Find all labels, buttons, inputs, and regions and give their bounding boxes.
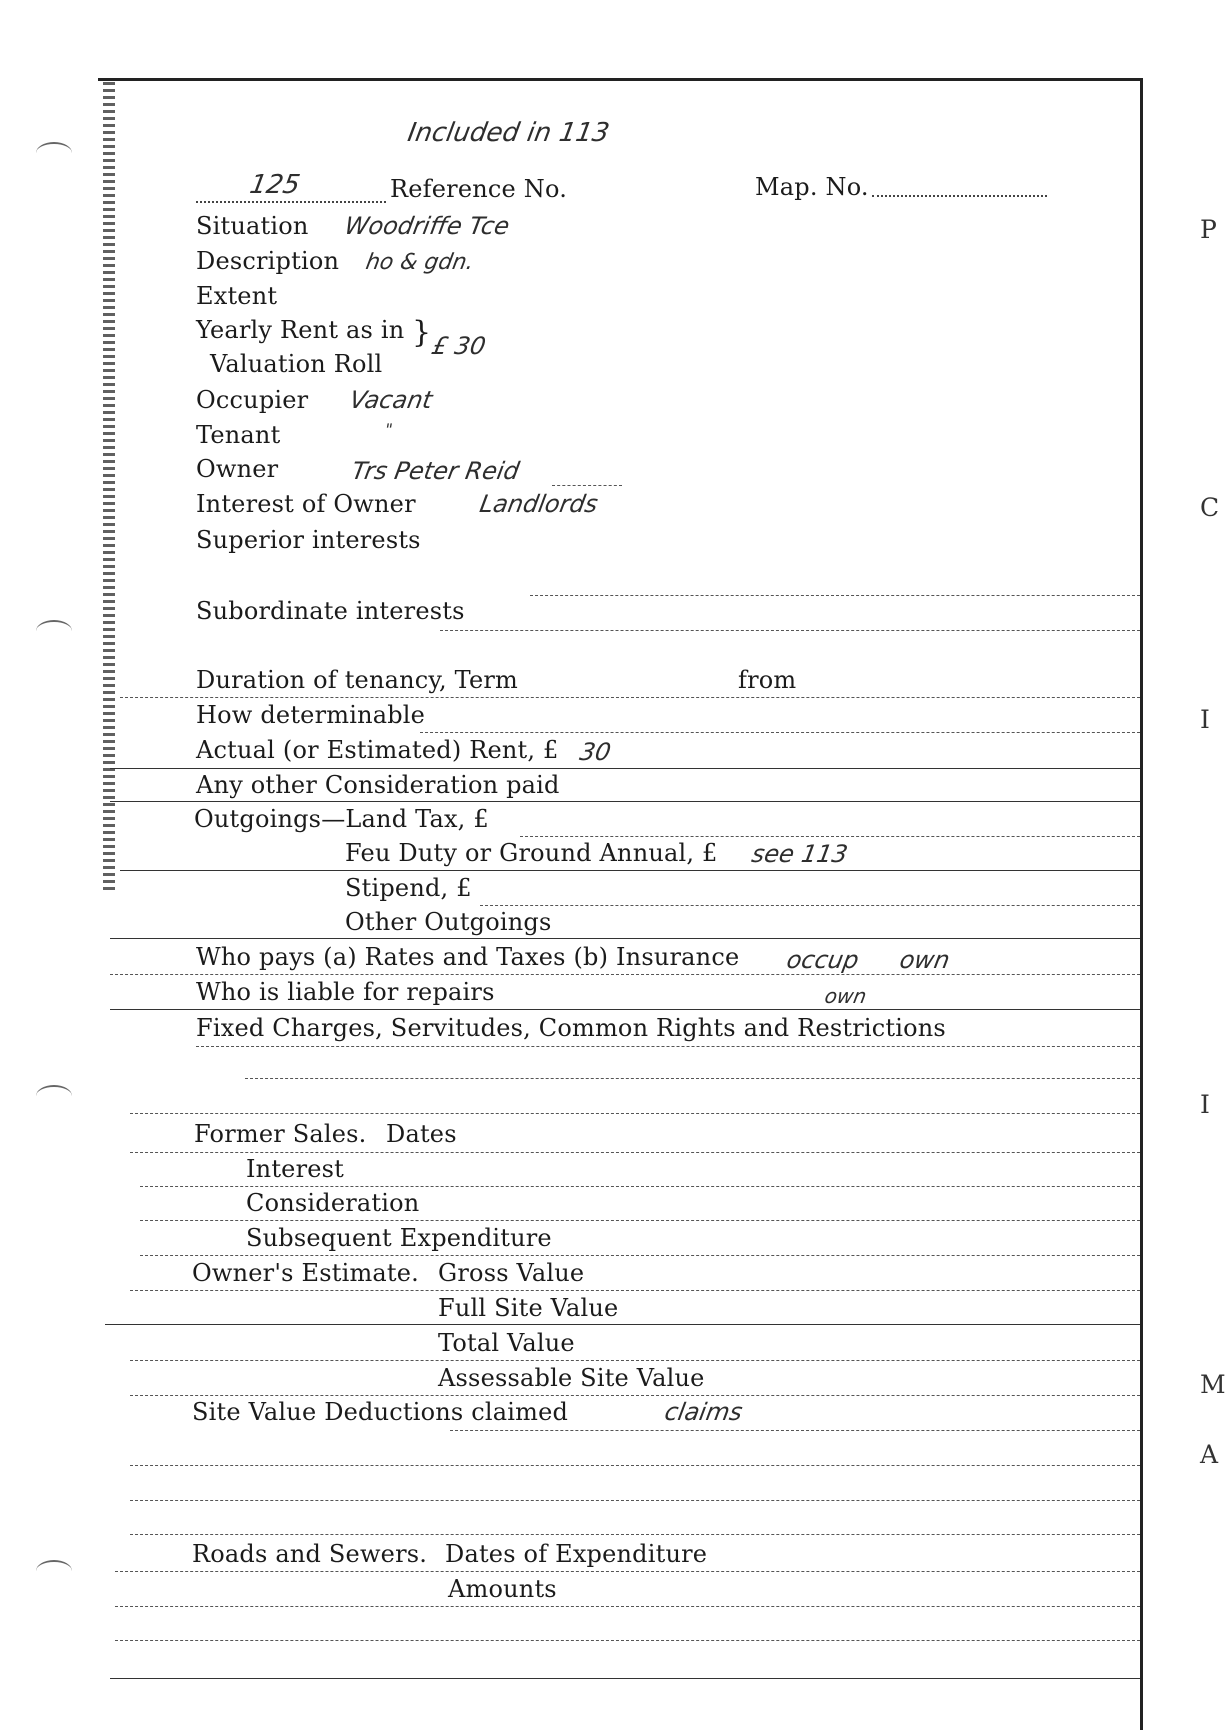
- other-consideration-label: Any other Consideration paid: [196, 771, 560, 799]
- rule-line: [105, 1324, 1140, 1325]
- interest-label: Interest: [246, 1155, 345, 1183]
- map-dots: [872, 195, 1047, 197]
- rule-line: [115, 1606, 1140, 1607]
- rule-line: [140, 1255, 1140, 1256]
- feu-duty-value: see 113: [749, 840, 850, 868]
- rule-line: [130, 1534, 1140, 1535]
- note-included: Included in 113: [405, 118, 612, 148]
- rule-line: [440, 630, 1140, 631]
- tenant-label: Tenant: [196, 421, 281, 449]
- rule-line: [130, 1113, 1140, 1114]
- extent-label: Extent: [196, 282, 278, 310]
- duration-label: Duration of tenancy, Term: [196, 666, 519, 694]
- reference-dots: [196, 201, 386, 203]
- rule-line: [530, 595, 1140, 596]
- who-liable-label: Who is liable for repairs: [196, 978, 495, 1006]
- actual-rent-label: Actual (or Estimated) Rent, £: [196, 736, 559, 764]
- rule-line: [196, 1046, 1140, 1047]
- binding-edge: [103, 82, 115, 892]
- punch-hole: [36, 1560, 72, 1582]
- fixed-charges-label: Fixed Charges, Servitudes, Common Rights and Restrictions: [196, 1014, 946, 1042]
- insurance-value: own: [897, 946, 952, 974]
- site-value-deductions-label: Site Value Deductions claimed: [192, 1398, 569, 1426]
- roads-sewers-label: Roads and Sewers.: [192, 1540, 428, 1568]
- rule-line: [450, 1430, 1140, 1431]
- rule-line: [110, 1009, 1140, 1010]
- interest-owner-value: Landlords: [477, 490, 600, 518]
- interest-owner-label: Interest of Owner: [196, 490, 416, 518]
- other-outgoings-label: Other Outgoings: [345, 908, 552, 936]
- rule-line: [130, 1395, 1140, 1396]
- rule-line: [110, 974, 1140, 975]
- occupier-label: Occupier: [196, 386, 309, 414]
- rule-line: [115, 1571, 1140, 1572]
- rule-line: [130, 1290, 1140, 1291]
- rule-line: [130, 1360, 1140, 1361]
- punch-hole: [36, 142, 72, 164]
- rule-line: [245, 1078, 1140, 1079]
- rule-line: [110, 1678, 1140, 1679]
- description-value: ho & gdn.: [363, 250, 476, 275]
- rule-line: [420, 732, 1140, 733]
- situation-value: Woodriffe Tce: [342, 212, 512, 240]
- site-value-deductions-value: claims: [662, 1398, 745, 1426]
- how-determinable-label: How determinable: [196, 701, 426, 729]
- consideration-label: Consideration: [246, 1189, 420, 1217]
- next-page-letter: I: [1200, 705, 1210, 734]
- gross-value-label: Gross Value: [438, 1259, 585, 1287]
- rule-line: [480, 905, 1140, 906]
- owners-estimate-label: Owner's Estimate.: [192, 1259, 419, 1287]
- description-label: Description: [196, 247, 340, 275]
- next-page-letter: I: [1200, 1090, 1210, 1119]
- owner-line: [552, 485, 622, 486]
- rule-line: [140, 1186, 1140, 1187]
- feu-duty-label: Feu Duty or Ground Annual, £: [345, 839, 718, 867]
- punch-hole: [36, 1085, 72, 1107]
- page-right-border: [1140, 80, 1143, 1730]
- punch-hole: [36, 620, 72, 642]
- yearly-rent-value: £ 30: [429, 332, 488, 360]
- repairs-value: own: [822, 984, 869, 1008]
- rule-line: [120, 697, 1140, 698]
- assessable-site-value-label: Assessable Site Value: [438, 1364, 705, 1392]
- owner-value: Trs Peter Reid: [349, 457, 522, 485]
- amounts-label: Amounts: [448, 1575, 557, 1603]
- yearly-rent-label: Yearly Rent as in: [196, 316, 405, 344]
- stipend-label: Stipend, £: [345, 874, 472, 902]
- rule-line: [110, 768, 1140, 769]
- rule-line: [130, 1465, 1140, 1466]
- actual-rent-value: 30: [577, 738, 614, 766]
- rule-line: [110, 801, 1140, 802]
- rule-line: [130, 1500, 1140, 1501]
- rule-line: [110, 938, 1140, 939]
- occupier-value: Vacant: [347, 386, 435, 414]
- rule-line: [140, 1220, 1140, 1221]
- subsequent-expenditure-label: Subsequent Expenditure: [246, 1224, 552, 1252]
- total-value-label: Total Value: [438, 1329, 575, 1357]
- rule-line: [130, 1152, 1140, 1153]
- tenant-value: ": [383, 420, 395, 439]
- next-page-letter: A: [1200, 1440, 1219, 1469]
- former-sales-label: Former Sales.: [194, 1120, 367, 1148]
- next-page-letter: P: [1200, 215, 1217, 244]
- full-site-value-label: Full Site Value: [438, 1294, 619, 1322]
- who-pays-label: Who pays (a) Rates and Taxes (b) Insurance: [196, 943, 740, 971]
- owner-label: Owner: [196, 455, 279, 483]
- valuation-roll-label: Valuation Roll: [210, 350, 383, 378]
- reference-number: 125: [247, 170, 303, 200]
- dates-of-expenditure-label: Dates of Expenditure: [445, 1540, 708, 1568]
- reference-label: Reference No.: [390, 175, 568, 203]
- subordinate-interests-label: Subordinate interests: [196, 597, 465, 625]
- superior-interests-label: Superior interests: [196, 526, 421, 554]
- map-label: Map. No.: [755, 173, 869, 201]
- rule-line: [115, 1640, 1140, 1641]
- next-page-letter: C: [1200, 493, 1220, 522]
- rule-line: [520, 836, 1140, 837]
- situation-label: Situation: [196, 212, 309, 240]
- outgoings-label: Outgoings—Land Tax, £: [194, 805, 489, 833]
- brace-top: }: [412, 315, 432, 350]
- from-label: from: [738, 666, 797, 694]
- rates-value: occup: [784, 946, 861, 974]
- dates-label: Dates: [386, 1120, 457, 1148]
- rule-line: [120, 870, 1140, 871]
- next-page-letter: M: [1200, 1370, 1226, 1399]
